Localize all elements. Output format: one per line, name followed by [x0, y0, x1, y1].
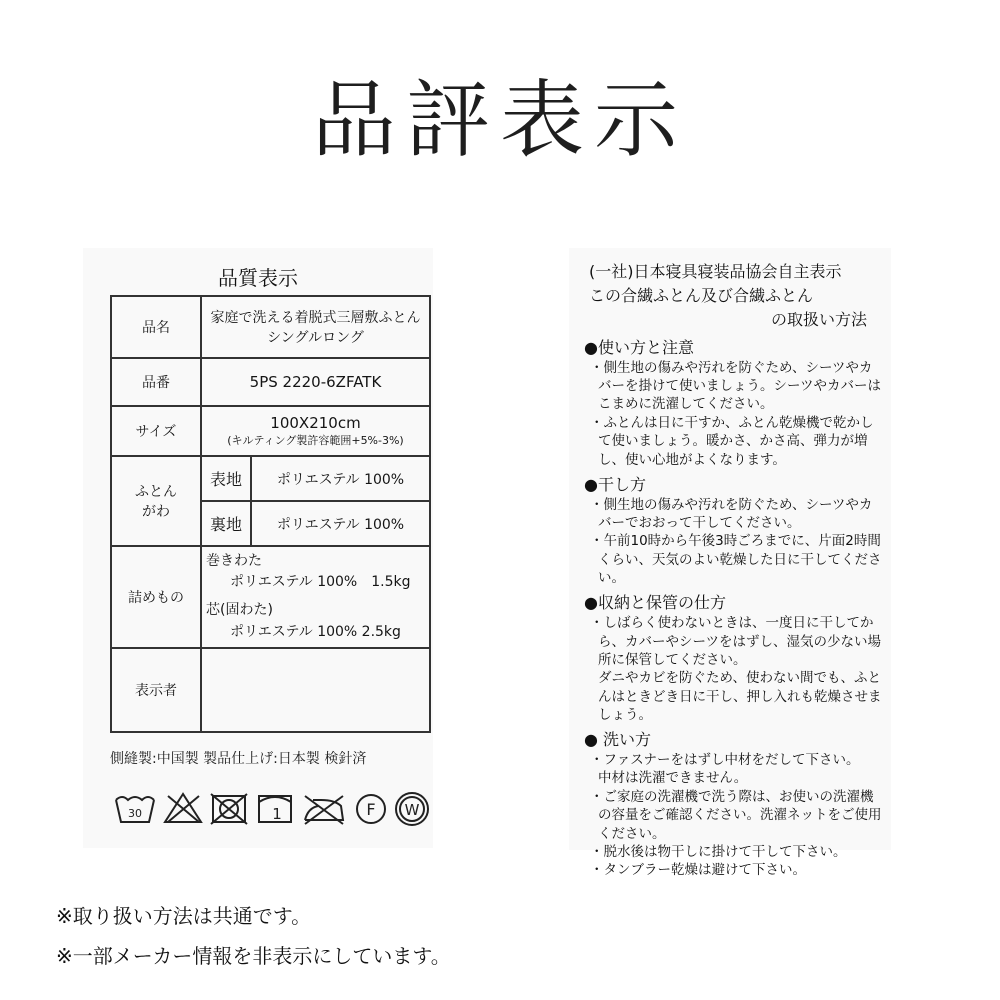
handling-header-line2: この合繊ふとん及び合繊ふとん [589, 286, 814, 305]
filling-value [201, 546, 430, 648]
filling2-value: ポリエステル 100% 2.5kg [230, 623, 401, 640]
filling2-name: 芯(固わた) [206, 602, 273, 618]
wash-30-icon [116, 797, 154, 822]
maker-key: 表示者 [111, 648, 201, 732]
product-name-key: 品名 [111, 296, 201, 358]
storage-title: ●収納と保管の仕方 [584, 593, 726, 613]
face-fabric-value: ポリエステル 100% [251, 456, 430, 501]
quality-label-panel [83, 248, 433, 848]
no-iron-icon [305, 796, 343, 824]
storage-text-1: ・しばらく使わないときは、一度日に干してから、カバーやシーツをはずし、湿気の少ない場所に保管してください。 [590, 615, 881, 668]
washing-text-1b: 中材は洗濯できません。 [598, 770, 748, 787]
maker-value [201, 648, 430, 732]
washing-title: ● 洗い方 [584, 730, 652, 750]
handling-header [569, 248, 891, 332]
quality-table [110, 295, 431, 733]
size-key: サイズ [111, 406, 201, 456]
drying-title: ●干し方 [584, 474, 646, 494]
cover-key-line1: ふとん [135, 484, 177, 500]
label-origin-footer: 側縫製:中国製 製品仕上げ:日本製 検針済 [110, 751, 367, 767]
cover-key-line2: がわ [142, 504, 170, 520]
washing-section [569, 729, 891, 879]
product-number-value: 5PS 2220-6ZFATK [201, 358, 430, 406]
dry-clean-f-icon [357, 795, 385, 823]
drying-section [569, 474, 891, 588]
washing-text-3: ・脱水後は物干しに掛けて干して下さい。 [590, 843, 847, 860]
filling-key: 詰めもの [111, 546, 201, 648]
washing-text-2: ・ご家庭の洗濯機で洗う際は、お使いの洗濯機の容量をご確認ください。洗濯ネットをご使用ください。 [590, 788, 882, 842]
care-symbols [113, 788, 433, 828]
drying-text-1: ・側生地の傷みや汚れを防ぐため、シーツやカバーでおおって干してください。 [590, 496, 873, 532]
quality-label-title: 品質表示 [218, 266, 298, 290]
face-fabric-key: 表地 [201, 456, 251, 501]
cover-key [111, 456, 201, 546]
product-name-line1: 家庭で洗える着脱式三層敷ふとん [210, 310, 421, 326]
filling1-name: 巻きわた [206, 552, 262, 569]
line-dry-icon [259, 796, 291, 823]
line-dry-label: 1 [272, 805, 282, 823]
wet-clean-w-icon [396, 793, 428, 825]
product-name-line2: シングルロング [267, 330, 364, 346]
filling1-value: ポリエステル 100% 1.5kg [230, 574, 411, 591]
washing-text-4: ・タンブラー乾燥は避けて下さい。 [590, 862, 806, 879]
washing-text-1: ・ファスナーをはずし中材をだして下さい。 [590, 752, 860, 769]
storage-text-2: ダニやカビを防ぐため、使わない間でも、ふとんはときどき日に干し、押し入れも乾燥させましょう。 [598, 670, 882, 723]
wet-clean-w-label: W [404, 801, 420, 819]
note-common-handling: ※取り扱い方法は共通です。 [56, 904, 312, 928]
handling-header-line3: の取扱い方法 [770, 310, 867, 329]
usage-section [569, 337, 891, 469]
page-title: 品評表示 [311, 71, 688, 169]
storage-section [569, 592, 891, 724]
handling-panel [569, 248, 891, 879]
size-dimensions: 100X210cm [270, 414, 361, 432]
back-fabric-value: ポリエステル 100% [251, 501, 430, 546]
product-name-value [201, 296, 430, 358]
wash-temp-label: 30 [128, 807, 142, 820]
note-hidden-maker: ※一部メーカー情報を非表示にしています。 [56, 944, 451, 968]
back-fabric-key: 裏地 [201, 501, 251, 546]
drying-text-2: ・午前10時から午後3時ごろまでに、片面2時間くらい、天気のよい乾燥した日に干してください。 [590, 533, 882, 587]
usage-title: ●使い方と注意 [584, 338, 694, 357]
product-number-key: 品番 [111, 358, 201, 406]
no-bleach-icon [165, 794, 201, 822]
size-value [201, 406, 430, 456]
handling-header-line1: (一社)日本寝具寝装品協会自主表示 [589, 262, 842, 281]
no-tumble-dry-icon [211, 794, 247, 824]
dry-clean-f-label: F [366, 800, 376, 819]
usage-text-2: ・ふとんは日に干すか、ふとん乾燥機で乾かして使いましょう。暖かさ、かさ高、弾力が増し、使い心地がよくなります。 [590, 414, 874, 468]
size-tolerance-note: (キルティング製許容範囲+5%-3%) [227, 434, 404, 447]
usage-text-1: ・側生地の傷みや汚れを防ぐため、シーツやカバーを掛けて使いましょう。シーツやカバーはこまめに洗濯してください。 [590, 359, 881, 413]
